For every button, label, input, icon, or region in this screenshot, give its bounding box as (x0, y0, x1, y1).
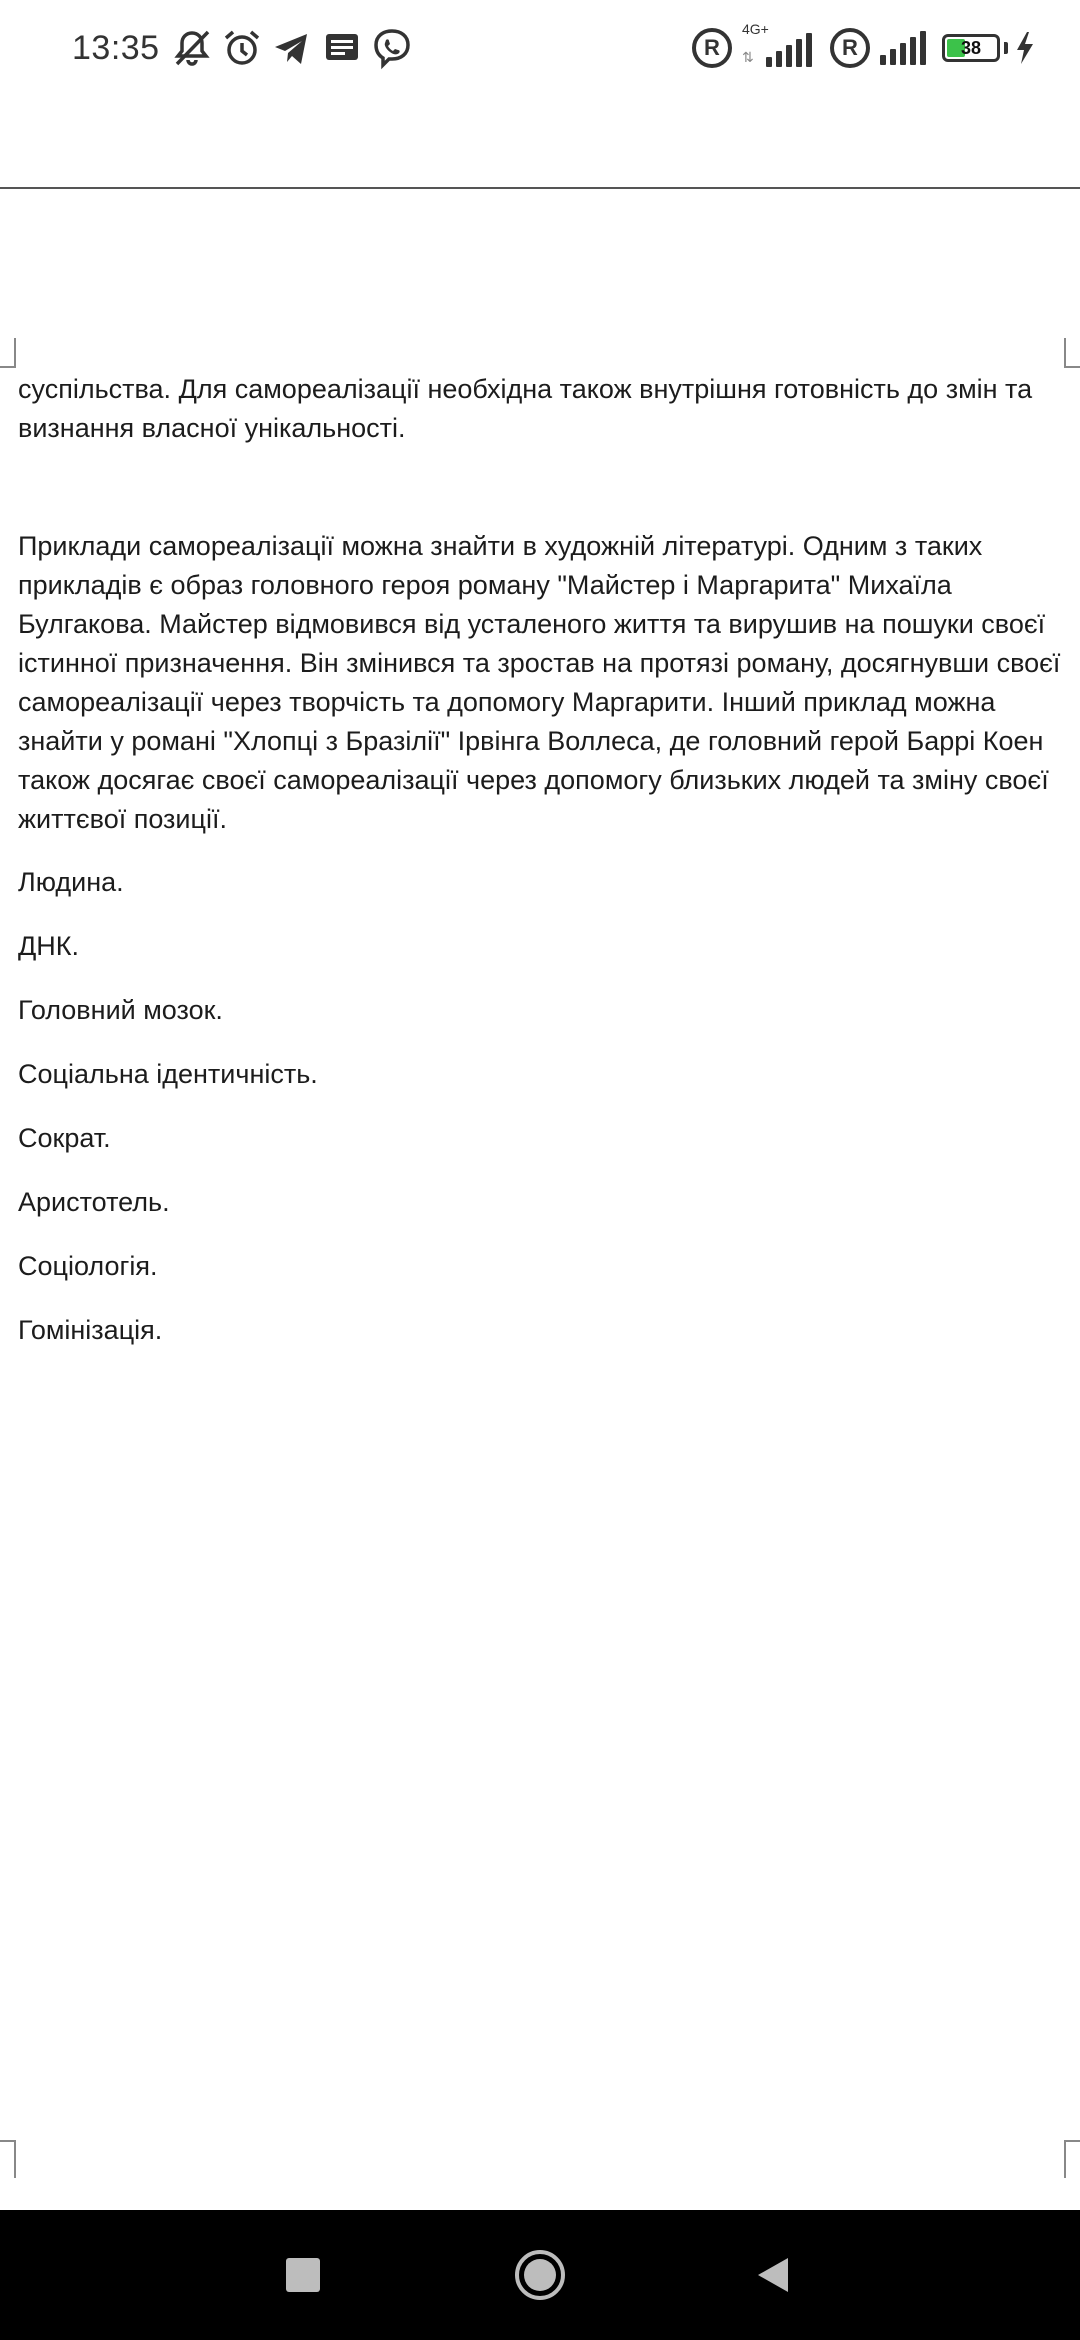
crop-mark-top-right (1064, 338, 1080, 368)
status-right (692, 22, 1036, 74)
list-item: Головний мозок. (18, 995, 223, 1025)
charging-icon (1014, 31, 1036, 65)
signal-strength-sim2-icon (880, 31, 926, 65)
data-activity-icon: ⇅ (742, 49, 754, 65)
list-item: Людина. (18, 867, 124, 897)
battery-level: 38 (960, 38, 982, 58)
crop-mark-bottom-right (1064, 2140, 1080, 2178)
navigation-bar (0, 2210, 1080, 2340)
battery-cap (1004, 42, 1008, 54)
paragraph-continued: суспільства. Для самореалізації необхідна також внутрішня готовність до змін та визнання власної унікальності. (18, 374, 1033, 443)
viber-icon (370, 26, 414, 70)
telegram-icon (270, 26, 314, 70)
alarm-icon (220, 26, 264, 70)
home-icon (513, 2248, 567, 2302)
crop-mark-top-left (0, 338, 16, 368)
network-type-label: 4G+ (742, 21, 769, 37)
battery-icon (942, 34, 1000, 62)
list-item: Сократ. (18, 1123, 111, 1153)
home-button[interactable] (507, 2242, 573, 2308)
list-item: Аристотель. (18, 1187, 170, 1217)
list-item: Гомінізація. (18, 1315, 163, 1345)
recents-icon (285, 2257, 321, 2293)
status-left (72, 24, 420, 72)
roaming-sim2-icon: R (830, 28, 870, 68)
recents-button[interactable] (270, 2242, 336, 2308)
page-edge (0, 187, 1080, 189)
back-icon (753, 2255, 793, 2295)
paragraph-examples: Приклади самореалізації можна знайти в художній літературі. Одним з таких прикладів є образ головного героя роману "Майстер і Маргарита" Михаїла Булгакова. Майстер відмовився від усталеного життя та вирушив на пошуки своєї істинної призначення. Він змінився та зростав на протязі роману, досягнувши своєї самореалізації через творчість та допомогу Маргарити. Інший приклад можна знайти у романі "Хлопці з Бразілії" Ірвінга Воллеса, де головний герой Баррі Коен також досягає своєї самореалізації через допомогу близьких людей та зміну своєї життєвої позиції. (18, 531, 1061, 834)
list-item: Соціологія. (18, 1251, 158, 1281)
network-indicator (742, 21, 812, 71)
message-icon (320, 26, 364, 70)
back-button[interactable] (740, 2242, 806, 2308)
roaming-sim1-icon: R (692, 28, 732, 68)
crop-mark-bottom-left (0, 2140, 16, 2178)
list-item: Соціальна ідентичність. (18, 1059, 318, 1089)
muted-notifications-icon (170, 26, 214, 70)
status-time: 13:35 (72, 28, 160, 67)
document-body[interactable] (18, 370, 1068, 1375)
status-bar (0, 0, 1080, 96)
list-item: ДНК. (18, 931, 80, 961)
signal-strength-sim1-icon (766, 33, 812, 67)
